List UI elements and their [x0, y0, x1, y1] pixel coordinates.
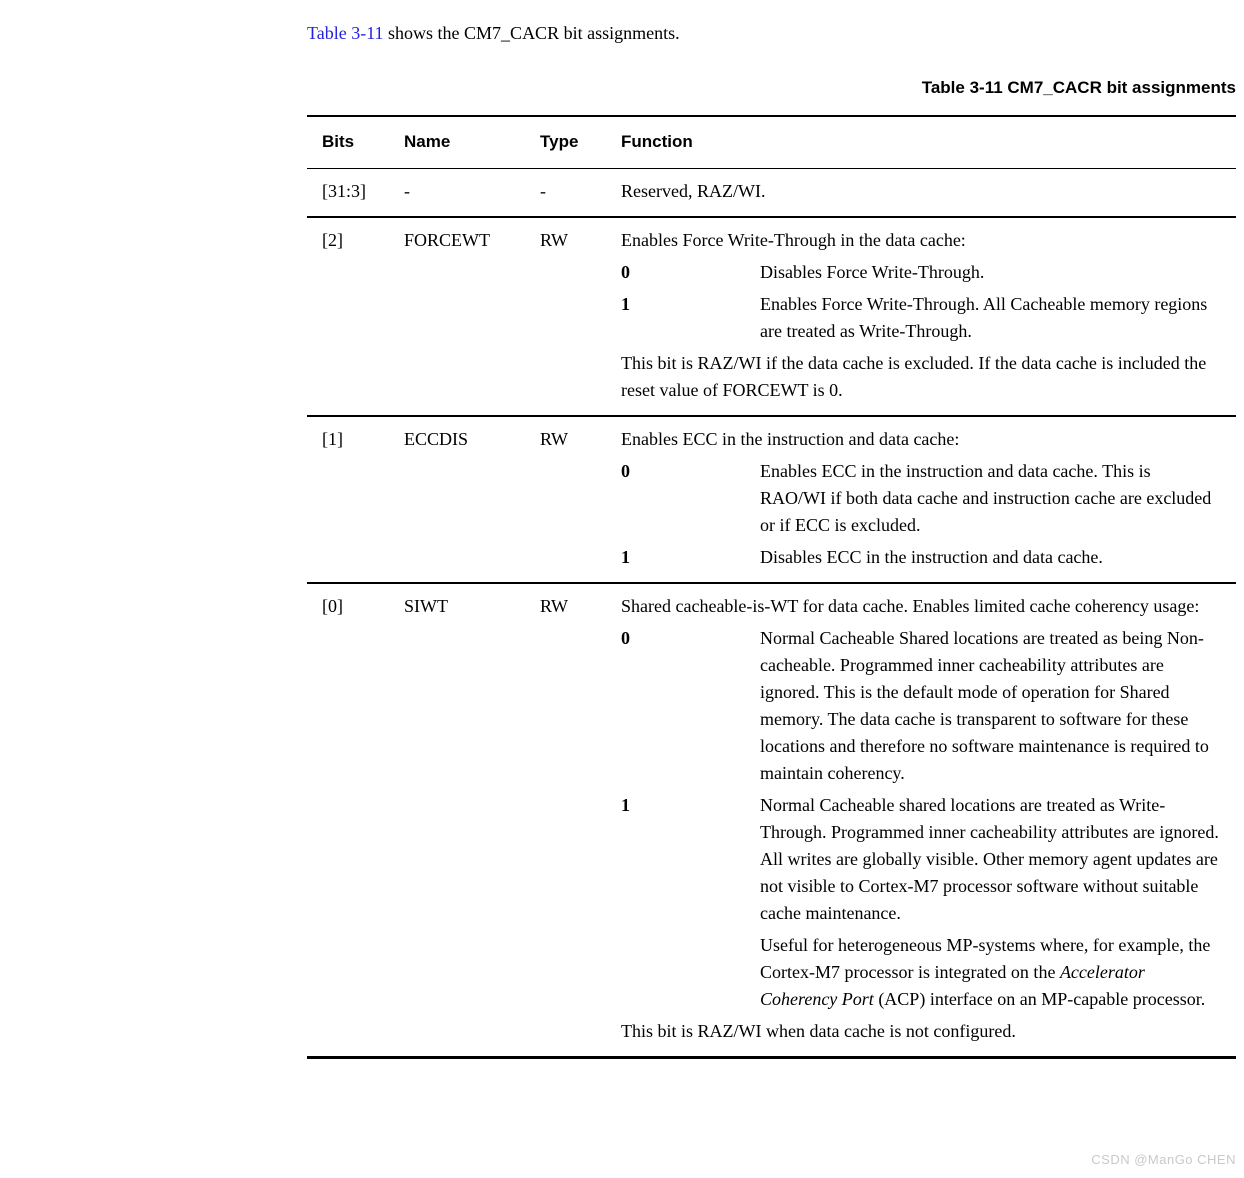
acp-note-paragraph [760, 932, 1236, 1013]
bits-cell: [2] [307, 217, 389, 416]
table-row [307, 217, 1236, 416]
value-row [621, 625, 1236, 787]
value-row [621, 544, 1236, 571]
value-number: 0 [621, 262, 630, 282]
acp-note-pre: Useful for heterogeneous MP-systems where, for example, the Cortex-M7 processor is integrated on the [760, 935, 1211, 982]
name-cell: ECCDIS [389, 416, 525, 583]
bits-cell: [31:3] [307, 169, 389, 218]
function-note: This bit is RAZ/WI when data cache is not configured. [621, 1021, 1016, 1041]
value-row [621, 259, 1236, 286]
function-intro: Enables Force Write-Through in the data cache: [621, 230, 966, 250]
value-row [621, 291, 1236, 345]
value-description: Normal Cacheable shared locations are treated as Write-Through. Programmed inner cacheability attributes are ignored. All writes are globally visible. Other memory agent updates are not visible to Cortex-M7 processor software without suitable cache maintenance. [760, 795, 1219, 923]
table-3-11-link[interactable]: Table 3-11 [307, 23, 384, 43]
value-description: Disables ECC in the instruction and data cache. [760, 547, 1103, 567]
bits-cell: [0] [322, 596, 343, 616]
header-name: Name [389, 116, 525, 169]
type-cell: - [525, 169, 606, 218]
table-row [307, 583, 1236, 1058]
document-content [307, 0, 1236, 1059]
function-cell [606, 217, 1236, 416]
name-cell: - [389, 169, 525, 218]
value-number: 1 [621, 547, 630, 567]
function-intro: Reserved, RAZ/WI. [621, 181, 766, 201]
intro-paragraph [307, 21, 1236, 45]
function-note: This bit is RAZ/WI if the data cache is excluded. If the data cache is included the reset value of FORCEWT is 0. [621, 353, 1207, 400]
value-description: Disables Force Write-Through. [760, 262, 985, 282]
intro-text: shows the CM7_CACR bit assignments. [383, 23, 680, 43]
value-description: Enables ECC in the instruction and data cache. This is RAO/WI if both data cache and instruction cache are excluded or if ECC is excluded. [760, 461, 1212, 535]
function-intro: Shared cacheable-is-WT for data cache. Enables limited cache coherency usage: [621, 596, 1200, 616]
table-caption: Table 3-11 CM7_CACR bit assignments [921, 78, 1236, 97]
value-number: 0 [621, 461, 630, 481]
value-description: Enables Force Write-Through. All Cacheable memory regions are treated as Write-Through. [760, 294, 1208, 341]
name-cell: FORCEWT [389, 217, 525, 416]
value-number: 1 [621, 795, 630, 815]
table-header-row [307, 116, 1236, 169]
function-cell [606, 416, 1236, 583]
header-function: Function [606, 116, 1236, 169]
bit-assignments-table [307, 115, 1236, 1059]
csdn-watermark: CSDN @ManGo CHEN [1091, 1152, 1236, 1167]
table-row [307, 169, 1236, 218]
function-cell [606, 169, 1236, 218]
value-description: Normal Cacheable Shared locations are treated as being Non-cacheable. Programmed inner cacheability attributes are ignored. This is the default mode of operation for Shared memory. The data cache is transparent to software for these locations and therefore no software maintenance is required to maintain coherency. [760, 628, 1209, 783]
table-row [307, 416, 1236, 583]
value-number: 0 [621, 628, 630, 648]
value-row [621, 458, 1236, 539]
function-intro: Enables ECC in the instruction and data cache: [621, 429, 960, 449]
acp-note-italic: Accelerator Coherency Port [760, 962, 1145, 1009]
type-cell: RW [540, 596, 569, 616]
header-type: Type [525, 116, 606, 169]
type-cell: RW [525, 217, 606, 416]
type-cell: RW [525, 416, 606, 583]
header-bits: Bits [307, 116, 389, 169]
value-row [621, 792, 1236, 927]
value-number: 1 [621, 294, 630, 314]
bits-cell: [1] [307, 416, 389, 583]
function-cell [606, 583, 1236, 1058]
name-cell: SIWT [404, 596, 448, 616]
acp-note-post: (ACP) interface on an MP-capable processor. [873, 989, 1206, 1009]
